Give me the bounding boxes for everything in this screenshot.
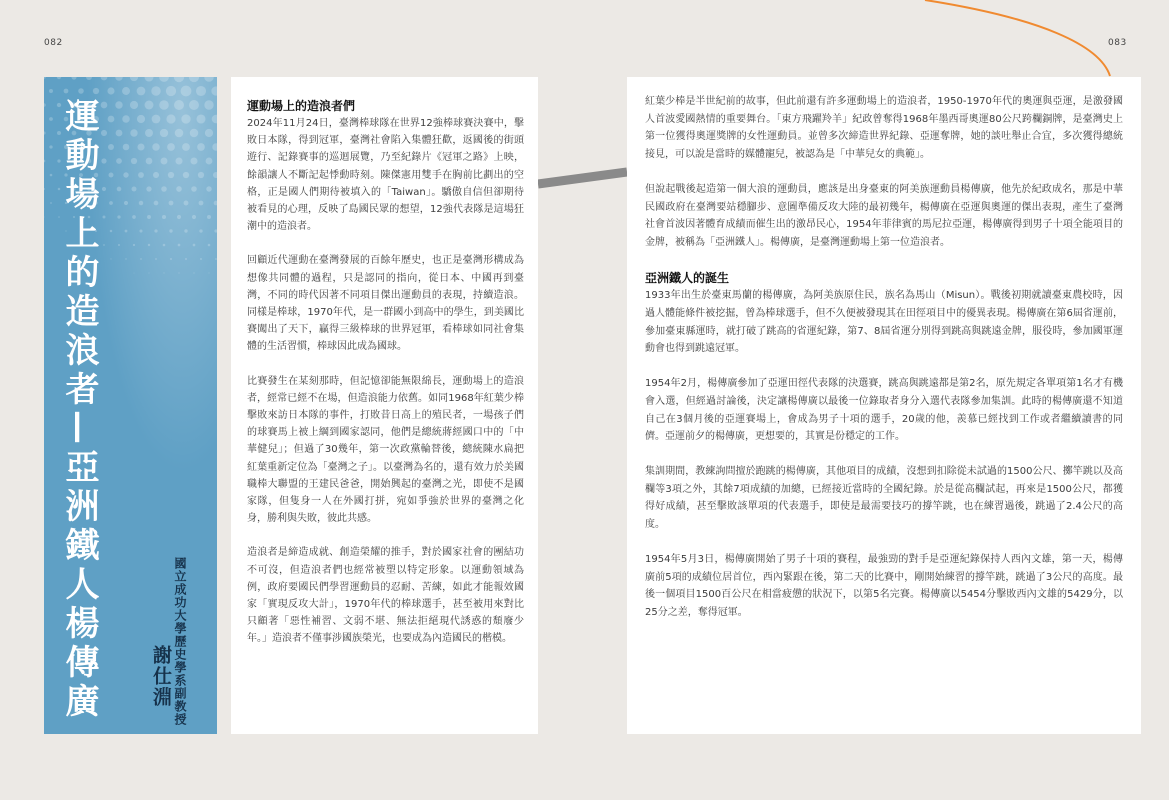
halftone-dot — [184, 201, 189, 206]
halftone-dot — [137, 143, 144, 150]
halftone-dot — [123, 172, 128, 177]
halftone-dot — [101, 102, 108, 109]
halftone-dot — [139, 201, 143, 205]
halftone-dot — [125, 258, 126, 259]
halftone-dot — [163, 244, 166, 247]
page-number-right: 083 — [1108, 38, 1127, 48]
halftone-dot — [200, 258, 202, 260]
halftone-dot — [182, 143, 190, 151]
halftone-dot — [109, 173, 114, 178]
halftone-dot — [154, 201, 159, 206]
halftone-dot — [190, 129, 199, 138]
halftone-dot — [103, 244, 105, 246]
halftone-dot — [192, 215, 196, 219]
right-text-panel — [627, 77, 1141, 734]
halftone-dot — [169, 201, 174, 206]
halftone-dot — [117, 187, 122, 192]
halftone-dot — [189, 100, 199, 110]
paragraph: 比賽發生在某刻那時，但記憶卻能無限綿長，運動場上的造浪者，經常已經不在場，但造浪能力依舊。如同1968年紅葉少棒擊敗來訪日本隊的事件，打敗昔日高上的殖民者，一場孩子們的球賽馬上被上綱到國家認同，他們是總統蔣經國口中的「中華健兒」；但過了30幾年，第一次政黨輪替後，總統陳水扁把紅葉重新定位為「臺灣之子」。以臺灣為名的，還有效力於美國職棒大聯盟的王建民爸爸，開始興起的臺灣之光，即使不是國家隊，但隻身一人在外國打拼，宛如爭強於世界的臺灣之化身，勝利與失敗，彼此共感。 — [247, 375, 524, 525]
halftone-dot — [199, 229, 202, 232]
halftone-dot — [139, 229, 142, 232]
article-title: 運動場上的造浪者—亞洲鐵人楊傳廣 — [59, 98, 99, 722]
halftone-dot — [178, 272, 179, 273]
halftone-dot — [116, 158, 122, 164]
halftone-dot — [103, 216, 106, 219]
halftone-dot — [117, 215, 120, 218]
paragraph: 集訓期間，教練詢問擅於跑跳的楊傳廣，其他項目的成績，沒想到扣除從未試過的1500公尺、擲竿跳以及高欄等3項之外，其餘7項成績的加總，已經接近當時的全國紀錄。於是從高欄試起，再來是1500公尺，都獲得好成績，甚至擊敗該單項的代表選手，即使是最需要技巧的撐竿跳，也在練習過後，跳過了2.4公尺的高度。 — [645, 466, 1123, 531]
halftone-dot — [49, 89, 53, 93]
halftone-dot — [206, 158, 213, 165]
author-block — [150, 557, 188, 726]
halftone-dot — [161, 158, 168, 165]
halftone-dot — [101, 158, 106, 163]
halftone-dot — [148, 272, 149, 273]
halftone-dot — [152, 115, 161, 124]
halftone-dot — [174, 100, 184, 110]
halftone-dot — [133, 244, 135, 246]
halftone-dot — [116, 130, 123, 137]
paragraph: 2024年11月24日，臺灣棒球隊在世界12強棒球賽決賽中，擊敗日本隊，得到冠軍，臺灣社會陷入集體狂歡，返國後的街頭遊行、記錄賽事的巡迴展覽，乃至紀錄片《冠軍之路》上映，餘韻讓人不斷記起悸動時刻。陳傑憲用雙手在胸前比劃出的空格，正是國人們期待被填入的「Taiwan」。驕傲自信但卻期待被看見的心理，反映了島國民眾的想望，12強代表隊是這場狂潮中的造浪者。 — [247, 118, 524, 233]
halftone-dot — [206, 186, 211, 191]
halftone-dot — [145, 101, 154, 110]
halftone-dot — [152, 143, 160, 151]
halftone-dot — [183, 172, 189, 178]
halftone-dot — [148, 244, 150, 246]
halftone-dot — [124, 201, 128, 205]
halftone-dot — [115, 101, 122, 108]
halftone-dot — [137, 115, 145, 123]
halftone-dot — [196, 114, 205, 123]
halftone-dot — [181, 86, 192, 97]
halftone-dot — [151, 86, 161, 96]
halftone-dot — [108, 144, 114, 150]
halftone-dot — [125, 230, 128, 233]
halftone-dot — [130, 129, 137, 136]
halftone-dot — [50, 202, 52, 204]
halftone-dot — [64, 89, 69, 94]
halftone-dot — [167, 143, 175, 151]
halftone-dot — [93, 88, 99, 94]
halftone-dot — [147, 215, 151, 219]
halftone-dot — [110, 258, 111, 259]
left-text-panel — [231, 77, 538, 734]
halftone-dot — [191, 186, 197, 192]
paragraph: 但說起戰後起造第一個大浪的運動員，應該是出身臺東的阿美族運動員楊傳廣，他先於紀政成名，那是中華民國政府在臺灣要站穩腳步、意圖準備反攻大陸的最初幾年，楊傳廣在亞運與奧運的傑出表現，產生了臺灣社會首波因著體育成績而催生出的激昂民心，1954年菲律賓的馬尼拉亞運，楊傳廣得到男子十項全能項目的金牌，被稱為「亞洲鐵人」。楊傳廣，是臺灣運動場上第一位造浪者。 — [645, 183, 1123, 248]
halftone-dot — [78, 88, 84, 94]
halftone-dot — [132, 215, 136, 219]
halftone-dot — [198, 172, 204, 178]
section-heading-asian-iron-man: 亞洲鐵人的誕生 — [645, 271, 730, 286]
halftone-dot — [123, 144, 130, 151]
halftone-dot — [102, 187, 106, 191]
halftone-dot — [50, 174, 53, 177]
halftone-dot — [49, 117, 53, 121]
halftone-dot — [190, 157, 197, 164]
halftone-dot — [107, 87, 114, 94]
halftone-dot — [134, 273, 135, 274]
halftone-dot — [208, 272, 209, 273]
halftone-dot — [153, 172, 159, 178]
halftone-dot — [140, 258, 142, 260]
halftone-dot — [146, 158, 153, 165]
page-number-left: 082 — [44, 38, 63, 48]
halftone-dot — [196, 86, 206, 96]
halftone-dot — [122, 87, 130, 95]
halftone-dot — [197, 143, 205, 151]
halftone-dot — [49, 145, 52, 148]
halftone-dot — [175, 157, 182, 164]
halftone-dot — [137, 87, 146, 96]
halftone-dot — [199, 201, 204, 206]
halftone-dot — [155, 258, 157, 260]
halftone-dot — [176, 186, 182, 192]
paragraph: 造浪者是締造成就、創造榮耀的推手，對於國家社會的團結功不可沒，但造浪者們也經常被塑以特定形象。以運動領域為例，政府要國民們學習運動員的忍耐、苦練，如此才能報效國家「實現反攻大計」，1970年代的棒球選手，甚至被用來對比只顧著「惡性補習、文弱不堪、無法拒絕現代誘惑的頹廢少年。」造浪者不僅事涉國族榮光，也要成為內造國民的楷模。 — [247, 547, 524, 645]
halftone-dot — [146, 186, 151, 191]
halftone-dot — [215, 258, 217, 260]
halftone-dot — [169, 229, 172, 232]
halftone-dot — [166, 114, 175, 123]
halftone-dot — [130, 101, 138, 109]
author-name: 謝仕淵 — [150, 645, 172, 708]
halftone-dot — [131, 158, 137, 164]
halftone-dot — [154, 229, 157, 232]
orange-arc — [925, 0, 1110, 76]
halftone-dot — [184, 229, 187, 232]
halftone-dot — [207, 215, 211, 219]
halftone-dot — [178, 244, 181, 247]
paragraph: 1954年2月，楊傳廣參加了亞運田徑代表隊的決選賽，跳高與跳遠都是第2名，原先規定各單項第1名才有機會入選，但經過討論後，決定讓楊傳廣以最後一位錄取者身分入選代表隊參加集訓。此時的楊傳廣還不知道自己在3個月後的亞運賽場上，會成為男子十項的選手，20歲的他，羨慕已經找到工作或者繼續讀書的同儕。亞運前夕的楊傳廣，更想要的，其實是份穩定的工作。 — [645, 378, 1123, 443]
halftone-dot — [204, 100, 213, 109]
halftone-dot — [193, 244, 196, 247]
connector-bar — [538, 172, 627, 184]
halftone-dot — [145, 129, 153, 137]
halftone-dot — [185, 258, 187, 260]
halftone-dot — [161, 186, 167, 192]
halftone-dot — [205, 129, 213, 137]
halftone-dot — [118, 244, 120, 246]
halftone-dot — [181, 114, 190, 123]
halftone-dot — [168, 172, 174, 178]
halftone-dot — [177, 215, 181, 219]
halftone-dot — [163, 272, 164, 273]
section-heading-wave-makers: 運動場上的造浪者們 — [247, 99, 356, 113]
halftone-dot — [110, 230, 113, 233]
halftone-dot — [109, 201, 113, 205]
halftone-dot — [170, 258, 172, 260]
halftone-dot — [159, 100, 169, 110]
author-affiliation: 國立成功大學歷史學系副教授 — [173, 557, 187, 726]
halftone-dot — [101, 130, 107, 136]
halftone-dot — [108, 116, 115, 123]
paragraph: 1933年出生於臺東馬蘭的楊傳廣，為阿美族原住民，族名為馬山（Misun）。戰後初期就讀臺東農校時，因過人體能條件被挖掘，曾為棒球選手，但不久便被發現其在田徑項目中的優異表現。楊傳廣在第6屆省運前，參加臺東縣運時，就打破了跳高的省運紀錄，第7、8屆省運分別得到跳高與跳遠金牌，服役時，參加國軍運動會也得到跳遠冠軍。 — [645, 290, 1123, 355]
halftone-dot — [166, 86, 176, 96]
halftone-dot — [193, 272, 194, 273]
halftone-dot — [160, 129, 168, 137]
halftone-dot — [162, 215, 166, 219]
paragraph: 紅葉少棒是半世紀前的故事，但此前還有許多運動場上的造浪者，1950-1970年代的奧運與亞運，是激發國人首波愛國熱情的重要舞台。「東方飛躍羚羊」紀政曾奪得1968年墨西哥奧運80公尺跨欄銅牌，是臺灣史上第一位獲得奧運獎牌的女性運動員。並曾多次締造世界紀錄、亞運奪牌，她的談吐舉止合宜，多次獲得總統接見，可以說是當時的媒體寵兒，被認為是「中華兒女的典範」。 — [645, 96, 1123, 160]
halftone-dot — [131, 186, 136, 191]
halftone-dot — [175, 129, 184, 138]
halftone-dot — [138, 172, 144, 178]
paragraph: 回顧近代運動在臺灣發展的百餘年歷史，也正是臺灣形構成為想像共同體的過程，只是認同的指向，從日本、中國再到臺灣，不同的時代因著不同項目傑出運動員的表現，持續造浪。同樣是棒球，1970年代，是一群國小到高中的學生，到美國比賽闖出了天下，贏得三級棒球的世界冠軍，看棒球如同社會集體的生活習慣，棒球因此成為國球。 — [247, 255, 524, 353]
halftone-dot — [122, 115, 130, 123]
paragraph: 1954年5月3日，楊傳廣開始了男子十項的賽程，最強勁的對手是亞運紀錄保持人西內文雄，第一天，楊傳廣前5項的成績位居首位，西內緊跟在後，第二天的比賽中，剛開始練習的撐竿跳，跳過了3公尺的高度。最後一個項目1500百公尺在相當疲憊的狀況下，以第5名完賽。楊傳廣以5454分擊敗西內文雄的5429分，以25分之差，奪得冠軍。 — [645, 554, 1123, 619]
halftone-dot — [208, 244, 211, 247]
